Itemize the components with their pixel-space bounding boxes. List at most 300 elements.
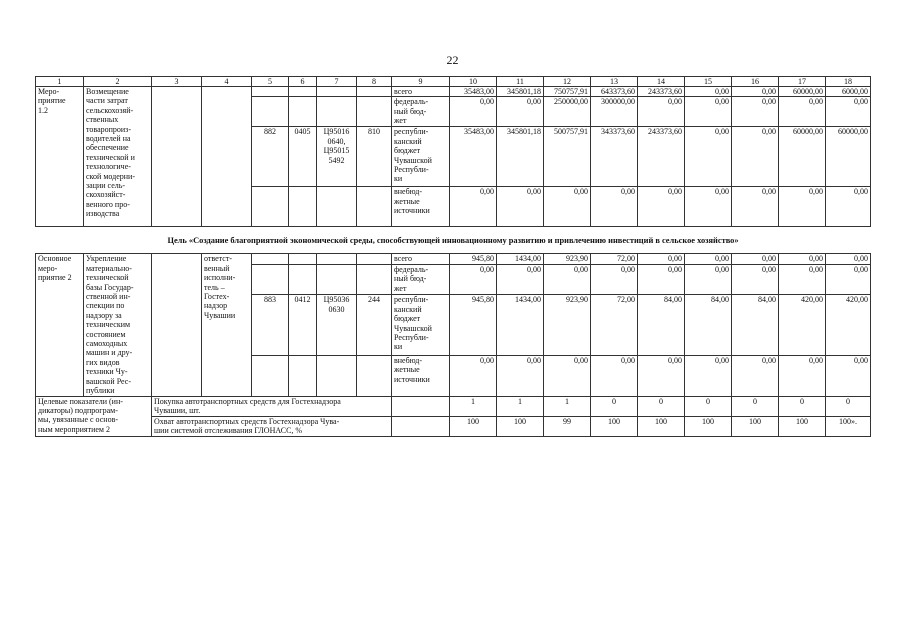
funding-source <box>392 187 450 227</box>
amount-value <box>591 87 638 97</box>
column-header-12-text: 12 <box>563 77 571 86</box>
amount-value-text: 84,00 <box>758 295 776 305</box>
indicator-value <box>638 416 685 436</box>
amount-value <box>544 295 591 356</box>
column-header-18-text: 18 <box>844 77 852 86</box>
amount-value-text: 0,00 <box>809 187 823 197</box>
empty-cell <box>252 254 289 265</box>
amount-value-text: 0,00 <box>715 356 729 366</box>
amount-value-text: 0,00 <box>715 187 729 197</box>
amount-value-text: 643373,60 <box>601 87 635 96</box>
indicator-value <box>826 416 871 436</box>
indicator-value-text: 1 <box>565 396 569 406</box>
amount-value-text: 0,00 <box>809 264 823 274</box>
empty-cell <box>152 254 202 396</box>
indicator-value-text: 100 <box>655 416 667 426</box>
page-number: 22 <box>446 53 459 67</box>
column-header-4 <box>202 77 252 87</box>
amount-value <box>497 356 544 396</box>
expense-type-code-text: 244 <box>368 295 380 305</box>
amount-value <box>544 97 591 127</box>
empty-cell <box>289 254 317 265</box>
amount-value-text: 0,00 <box>762 87 776 96</box>
amount-value-text: 420,00 <box>846 295 868 305</box>
funding-source <box>392 87 450 97</box>
amount-value <box>685 127 732 187</box>
amount-value-text: 84,00 <box>711 295 729 305</box>
amount-value-text: 0,00 <box>480 264 494 274</box>
amount-value <box>685 187 732 227</box>
amount-value <box>732 264 779 294</box>
amount-value <box>638 356 685 396</box>
funding-source <box>392 264 450 294</box>
amount-value <box>685 356 732 396</box>
amount-value <box>544 187 591 227</box>
amount-value-text: 0,00 <box>527 356 541 366</box>
column-header-3 <box>152 77 202 87</box>
funding-source-text: республи- канский бюджет Чувашской Республи- ки <box>394 295 432 352</box>
amount-value <box>685 264 732 294</box>
indicator-text-text: Покупка автотранспортных средств для Гостехнадзора Чувашии, шт. <box>154 396 341 415</box>
event-number <box>36 254 84 396</box>
amount-value-text: 343373,60 <box>601 127 635 137</box>
amount-value <box>826 87 871 97</box>
indicator-value <box>732 416 779 436</box>
amount-value <box>779 97 826 127</box>
amount-value <box>779 264 826 294</box>
amount-value <box>544 356 591 396</box>
column-header-6 <box>289 77 317 87</box>
column-header-10 <box>450 77 497 87</box>
amount-value <box>450 127 497 187</box>
grbs-code-text: 883 <box>264 295 276 305</box>
amount-value <box>638 295 685 356</box>
indicator-value <box>732 396 779 416</box>
column-header-11 <box>497 77 544 87</box>
indicator-value <box>544 396 591 416</box>
column-header-10-text: 10 <box>469 77 477 86</box>
amount-value <box>450 295 497 356</box>
amount-value-text: 945,80 <box>472 295 494 305</box>
empty-cell <box>252 356 289 396</box>
indicator-row <box>36 416 871 436</box>
empty-cell <box>357 356 392 396</box>
indicator-value-text: 1 <box>471 396 475 406</box>
funding-source-text: федераль- ный бюд- жет <box>394 264 429 293</box>
column-header-14 <box>638 77 685 87</box>
indicators-label-text: Целевые показатели (ин- дикаторы) подпрограм- мы, увязанные с основ- ным мероприятием 2 <box>38 396 123 434</box>
amount-value-text: 250000,00 <box>554 97 588 107</box>
amount-value-text: 0,00 <box>809 254 823 264</box>
column-header-row <box>36 77 871 87</box>
amount-value-text: 35483,00 <box>464 87 494 96</box>
target-article-code-text: Ц95016 0640, Ц95015 5492 <box>323 127 350 165</box>
amount-value-text: 0,00 <box>574 264 588 274</box>
amount-value <box>450 187 497 227</box>
column-header-16 <box>732 77 779 87</box>
amount-value <box>732 127 779 187</box>
empty-cell <box>289 264 317 294</box>
indicator-value-text: 0 <box>659 396 663 406</box>
empty-cell <box>357 87 392 97</box>
amount-value-text: 0,00 <box>854 97 868 107</box>
budget-row <box>36 254 871 265</box>
goal-heading <box>36 227 871 254</box>
indicator-value <box>450 396 497 416</box>
indicator-value <box>779 416 826 436</box>
amount-value-text: 0,00 <box>809 97 823 107</box>
budget-row <box>36 87 871 97</box>
empty-cell <box>289 356 317 396</box>
section-code <box>289 127 317 187</box>
indicator-value-text: 100 <box>467 416 479 426</box>
column-header-13-text: 13 <box>610 77 618 86</box>
empty-cell <box>357 264 392 294</box>
amount-value-text: 0,00 <box>809 356 823 366</box>
target-article-code <box>317 295 357 356</box>
indicator-value <box>591 416 638 436</box>
amount-value-text: 750757,91 <box>554 87 588 96</box>
amount-value-text: 0,00 <box>480 97 494 107</box>
column-header-9 <box>392 77 450 87</box>
amount-value <box>638 127 685 187</box>
empty-cell <box>317 264 357 294</box>
amount-value-text: 0,00 <box>668 254 682 264</box>
indicator-value-text: 0 <box>846 396 850 406</box>
amount-value-text: 0,00 <box>715 264 729 274</box>
amount-value-text: 0,00 <box>715 127 729 137</box>
amount-value <box>591 254 638 265</box>
amount-value <box>685 87 732 97</box>
amount-value <box>779 87 826 97</box>
funding-source-text: всего <box>394 254 413 264</box>
column-header-6-text: 6 <box>300 77 305 86</box>
amount-value <box>826 127 871 187</box>
amount-value <box>685 254 732 265</box>
empty-cell <box>252 97 289 127</box>
empty-cell <box>289 187 317 227</box>
amount-value <box>826 295 871 356</box>
section-code <box>289 295 317 356</box>
amount-value <box>591 127 638 187</box>
grbs-code-text: 882 <box>264 127 276 137</box>
amount-value <box>497 264 544 294</box>
event-number <box>36 87 84 227</box>
amount-value <box>638 187 685 227</box>
event-name-text: Укрепление материально- технической базы Государ- ственной ин- спекции по надзору за техническим состоянием самоходных машин и дру- гих видов техники Чу- вашской Рес- публики <box>86 254 134 396</box>
indicator-value-text: 0 <box>753 396 757 406</box>
amount-value <box>544 254 591 265</box>
amount-value <box>732 254 779 265</box>
empty-cell <box>317 97 357 127</box>
empty-cell <box>152 87 202 227</box>
column-header-7 <box>317 77 357 87</box>
indicator-value-text: 100 <box>608 416 620 426</box>
indicators-label <box>36 396 152 436</box>
amount-value-text: 300000,00 <box>601 97 635 107</box>
empty-cell <box>289 87 317 97</box>
column-header-1-text: 1 <box>57 77 62 86</box>
amount-value <box>591 295 638 356</box>
amount-value <box>450 97 497 127</box>
amount-value-text: 84,00 <box>664 295 682 305</box>
amount-value-text: 345801,18 <box>507 87 541 96</box>
column-header-3-text: 3 <box>174 77 179 86</box>
column-header-8-text: 8 <box>372 77 376 86</box>
column-header-16-text: 16 <box>751 77 759 86</box>
expense-type-code <box>357 295 392 356</box>
column-header-2 <box>84 77 152 87</box>
goal-heading-text: Цель «Создание благоприятной экономической среды, способствующей инновационному развитию и привлечению инвестиций в сельское хозяйство» <box>167 235 739 245</box>
indicator-value <box>544 416 591 436</box>
column-header-15 <box>685 77 732 87</box>
empty-cell <box>317 356 357 396</box>
amount-value <box>826 254 871 265</box>
empty-cell <box>317 87 357 97</box>
indicator-value <box>591 396 638 416</box>
indicator-value <box>497 396 544 416</box>
amount-value-text: 0,00 <box>715 87 729 96</box>
empty-cell <box>202 87 252 227</box>
indicator-value <box>638 396 685 416</box>
amount-value <box>685 97 732 127</box>
amount-value <box>638 254 685 265</box>
goal-row <box>36 227 871 254</box>
amount-value-text: 0,00 <box>480 356 494 366</box>
amount-value-text: 0,00 <box>621 264 635 274</box>
amount-value <box>497 187 544 227</box>
amount-value <box>544 87 591 97</box>
funding-source-text: республи- канский бюджет Чувашской Республи- ки <box>394 127 432 184</box>
amount-value-text: 0,00 <box>480 187 494 197</box>
target-article-code <box>317 127 357 187</box>
amount-value <box>638 97 685 127</box>
amount-value-text: 6000,00 <box>842 87 868 96</box>
amount-value-text: 243373,60 <box>648 127 682 137</box>
amount-value-text: 923,90 <box>566 254 588 264</box>
amount-value <box>591 97 638 127</box>
amount-value-text: 0,00 <box>762 97 776 107</box>
indicator-value <box>685 396 732 416</box>
empty-cell <box>317 254 357 265</box>
indicator-value <box>826 396 871 416</box>
amount-value-text: 0,00 <box>715 254 729 264</box>
amount-value-text: 0,00 <box>854 356 868 366</box>
amount-value-text: 35483,00 <box>464 127 494 137</box>
funding-source <box>392 254 450 265</box>
amount-value-text: 0,00 <box>621 187 635 197</box>
amount-value <box>497 295 544 356</box>
amount-value-text: 0,00 <box>527 187 541 197</box>
column-header-13 <box>591 77 638 87</box>
funding-source-text: всего <box>394 87 413 96</box>
amount-value <box>685 295 732 356</box>
amount-value <box>638 87 685 97</box>
amount-value-text: 0,00 <box>574 187 588 197</box>
indicator-value <box>497 416 544 436</box>
funding-source <box>392 127 450 187</box>
column-header-17-text: 17 <box>798 77 806 86</box>
responsible-executor <box>202 254 252 396</box>
amount-value-text: 500757,91 <box>554 127 588 137</box>
indicator-text <box>152 396 392 416</box>
column-header-14-text: 14 <box>657 77 665 86</box>
event-name-text: Возмещение части затрат сельскохозяй- ственных товаропроиз- водителей на обеспечение технической и технологиче- ской модерни- зации сель- скохозяйст- венного про- изводства <box>86 87 135 219</box>
empty-cell <box>392 416 450 436</box>
amount-value-text: 0,00 <box>854 254 868 264</box>
column-header-11-text: 11 <box>516 77 524 86</box>
amount-value <box>591 187 638 227</box>
indicator-text-text: Охват автотранспортных средств Гостехнадзора Чува- шии системой отслеживания ГЛОНАСС, % <box>154 416 340 435</box>
funding-source-text: внебюд- жетные источники <box>394 187 430 216</box>
amount-value <box>497 127 544 187</box>
amount-value <box>779 254 826 265</box>
amount-value-text: 0,00 <box>762 264 776 274</box>
amount-value-text: 0,00 <box>854 187 868 197</box>
funding-source <box>392 356 450 396</box>
amount-value <box>732 187 779 227</box>
amount-value-text: 0,00 <box>762 254 776 264</box>
amount-value-text: 60000,00 <box>793 87 823 96</box>
grbs-code <box>252 295 289 356</box>
amount-value <box>779 356 826 396</box>
amount-value-text: 0,00 <box>527 97 541 107</box>
amount-value-text: 945,80 <box>472 254 494 264</box>
amount-value-text: 0,00 <box>668 356 682 366</box>
amount-value-text: 923,90 <box>566 295 588 305</box>
indicator-value-text: 100». <box>839 416 857 426</box>
column-header-9-text: 9 <box>418 77 423 86</box>
column-header-2-text: 2 <box>115 77 120 86</box>
indicator-value-text: 100 <box>749 416 761 426</box>
amount-value-text: 345801,18 <box>507 127 541 137</box>
amount-value <box>591 264 638 294</box>
amount-value-text: 420,00 <box>801 295 823 305</box>
indicator-value-text: 1 <box>518 396 522 406</box>
indicator-value-text: 100 <box>702 416 714 426</box>
grbs-code <box>252 127 289 187</box>
amount-value <box>732 87 779 97</box>
column-header-4-text: 4 <box>224 77 229 86</box>
indicator-row <box>36 396 871 416</box>
amount-value <box>450 254 497 265</box>
section-code-text: 0412 <box>294 295 311 305</box>
amount-value-text: 72,00 <box>617 295 635 305</box>
section-code-text: 0405 <box>294 127 311 137</box>
funding-source <box>392 295 450 356</box>
column-header-7-text: 7 <box>334 77 339 86</box>
amount-value <box>497 97 544 127</box>
amount-value <box>497 254 544 265</box>
amount-value-text: 243373,60 <box>648 87 682 96</box>
amount-value <box>732 356 779 396</box>
amount-value <box>779 187 826 227</box>
amount-value <box>450 356 497 396</box>
event-name <box>84 254 152 396</box>
empty-cell <box>317 187 357 227</box>
empty-cell <box>357 97 392 127</box>
indicator-value-text: 0 <box>706 396 710 406</box>
amount-value <box>826 356 871 396</box>
amount-value-text: 0,00 <box>527 264 541 274</box>
amount-value-text: 0,00 <box>668 97 682 107</box>
amount-value-text: 0,00 <box>854 264 868 274</box>
amount-value-text: 72,00 <box>617 254 635 264</box>
amount-value <box>779 295 826 356</box>
amount-value-text: 0,00 <box>762 127 776 137</box>
empty-cell <box>252 187 289 227</box>
empty-cell <box>392 396 450 416</box>
column-header-5-text: 5 <box>268 77 272 86</box>
amount-value-text: 1434,00 <box>515 295 541 305</box>
column-header-17 <box>779 77 826 87</box>
expense-type-code-text: 810 <box>368 127 380 137</box>
amount-value <box>826 264 871 294</box>
amount-value <box>544 264 591 294</box>
amount-value <box>450 264 497 294</box>
amount-value <box>732 295 779 356</box>
amount-value-text: 0,00 <box>762 356 776 366</box>
amount-value <box>591 356 638 396</box>
event-number-text: Основное меро- приятие 2 <box>38 254 72 283</box>
amount-value-text: 0,00 <box>668 187 682 197</box>
amount-value-text: 0,00 <box>715 97 729 107</box>
amount-value <box>826 187 871 227</box>
funding-source-text: федераль- ный бюд- жет <box>394 97 429 126</box>
funding-source <box>392 97 450 127</box>
event-number-text: Меро- приятие 1.2 <box>38 87 66 115</box>
amount-value-text: 0,00 <box>621 356 635 366</box>
amount-value <box>732 97 779 127</box>
indicator-value-text: 0 <box>800 396 804 406</box>
indicator-value-text: 100 <box>796 416 808 426</box>
amount-value <box>638 264 685 294</box>
indicator-value <box>685 416 732 436</box>
empty-cell <box>252 87 289 97</box>
amount-value-text: 0,00 <box>668 264 682 274</box>
amount-value-text: 1434,00 <box>515 254 541 264</box>
column-header-8 <box>357 77 392 87</box>
column-header-1 <box>36 77 84 87</box>
target-article-code-text: Ц95036 0630 <box>323 295 350 314</box>
expense-type-code <box>357 127 392 187</box>
indicator-value-text: 99 <box>563 416 571 426</box>
amount-value <box>826 97 871 127</box>
amount-value-text: 60000,00 <box>793 127 823 137</box>
responsible-executor-text: ответст- венный исполни- тель – Гостех- надзор Чувашии <box>204 254 236 320</box>
empty-cell <box>252 264 289 294</box>
indicator-text <box>152 416 392 436</box>
event-name <box>84 87 152 227</box>
column-header-18 <box>826 77 871 87</box>
indicator-value <box>450 416 497 436</box>
amount-value-text: 0,00 <box>762 187 776 197</box>
funding-source-text: внебюд- жетные источники <box>394 356 430 384</box>
amount-value <box>544 127 591 187</box>
amount-value <box>450 87 497 97</box>
column-header-12 <box>544 77 591 87</box>
amount-value-text: 60000,00 <box>838 127 868 137</box>
amount-value-text: 0,00 <box>574 356 588 366</box>
empty-cell <box>357 187 392 227</box>
column-header-15-text: 15 <box>704 77 712 86</box>
amount-value <box>497 87 544 97</box>
empty-cell <box>357 254 392 265</box>
indicator-value <box>779 396 826 416</box>
amount-value <box>779 127 826 187</box>
program-table <box>35 76 871 437</box>
indicator-value-text: 0 <box>612 396 616 406</box>
